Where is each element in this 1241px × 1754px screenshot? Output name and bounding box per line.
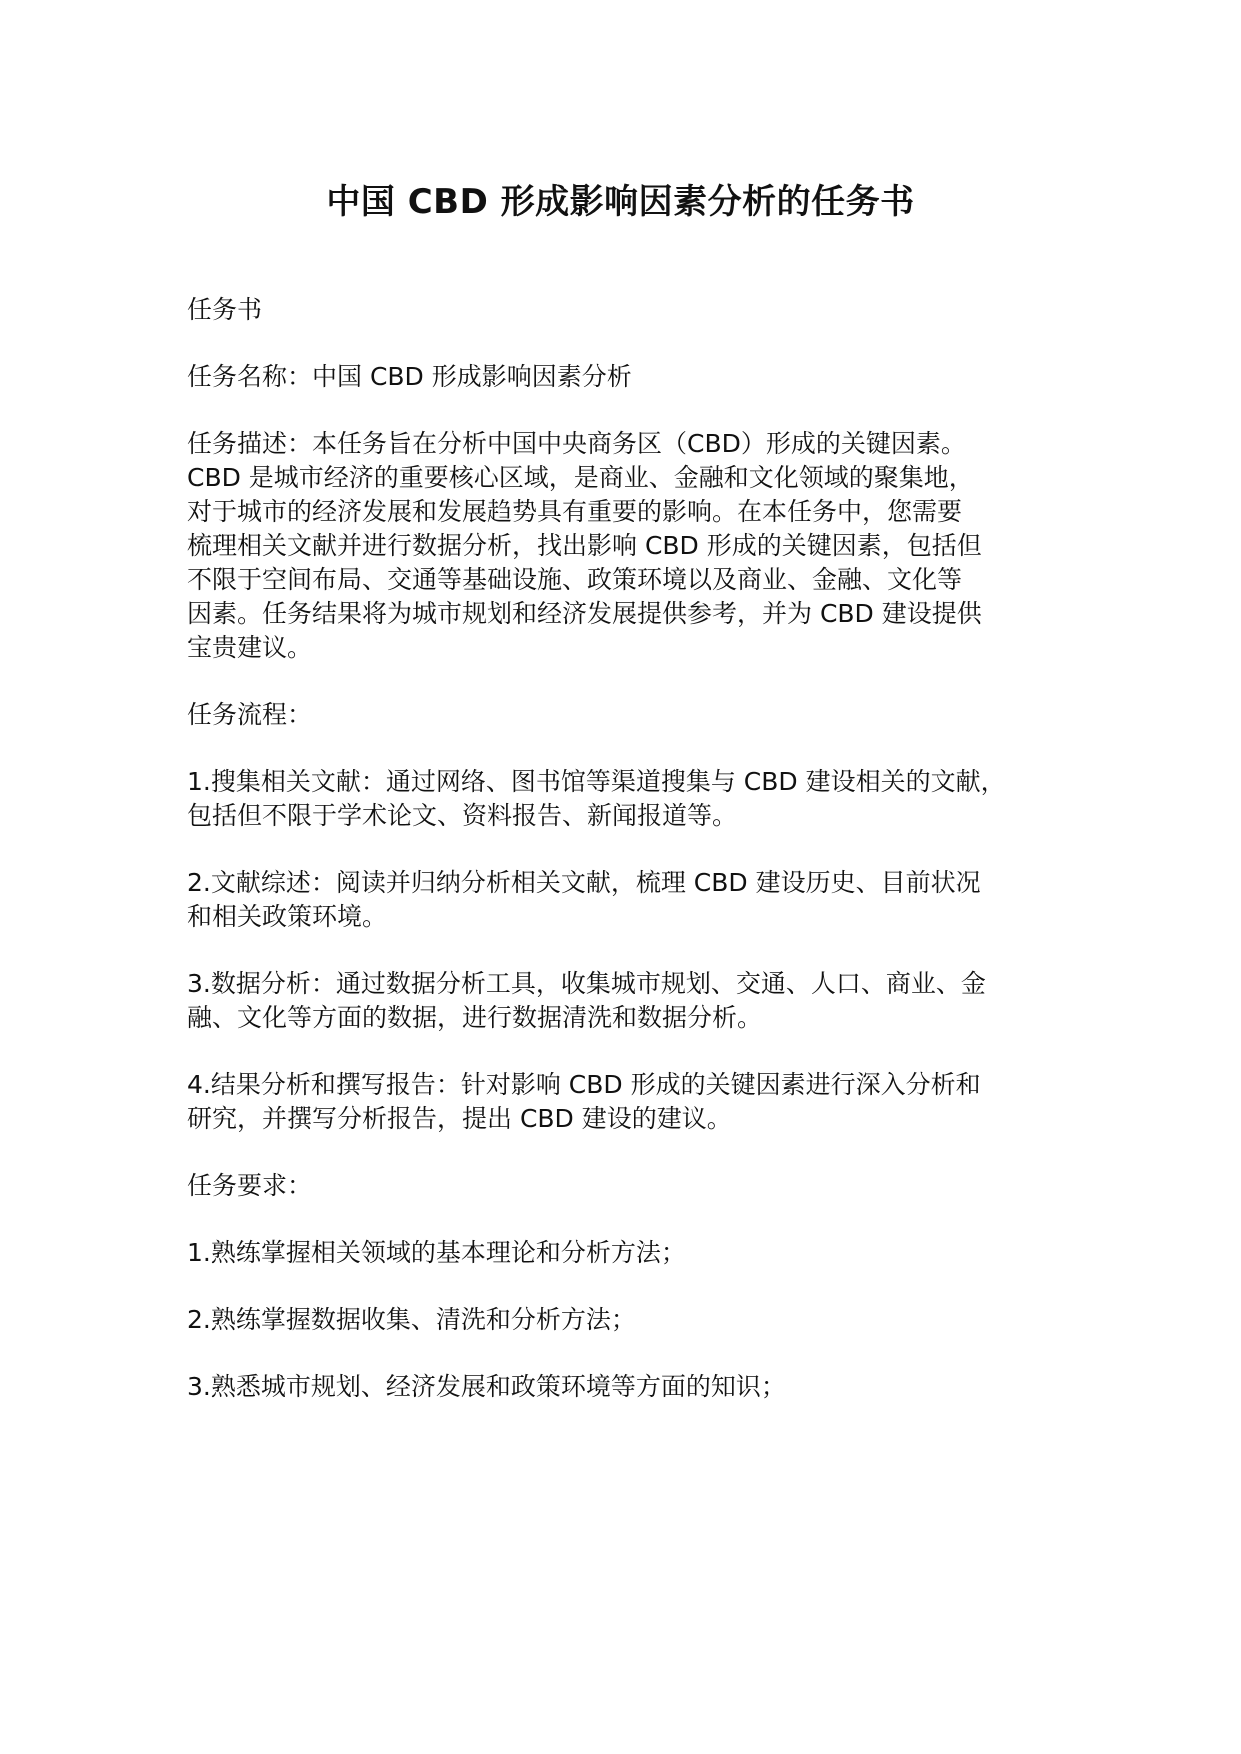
document-body xyxy=(187,293,1087,1437)
paragraph-line: 2.文献综述：阅读并归纳分析相关文献，梳理 CBD 建设历史、目前状况 xyxy=(187,868,981,897)
paragraph-line: 4.结果分析和撰写报告：针对影响 CBD 形成的关键因素进行深入分析和 xyxy=(187,1070,981,1099)
paragraph-line: 1.搜集相关文献：通过网络、图书馆等渠道搜集与 CBD 建设相关的文献， xyxy=(187,767,1006,796)
paragraph-line: 和相关政策环境。 xyxy=(187,902,388,931)
paragraph-line: 任务书 xyxy=(187,295,263,324)
paragraph xyxy=(187,1169,1087,1203)
paragraph xyxy=(187,1303,1087,1337)
paragraph xyxy=(187,967,1087,1035)
paragraph-line: 1.熟练掌握相关领域的基本理论和分析方法； xyxy=(187,1238,686,1267)
paragraph-line: 研究，并撰写分析报告，提出 CBD 建设的建议。 xyxy=(187,1104,732,1133)
paragraph-line: 任务描述：本任务旨在分析中国中央商务区（CBD）形成的关键因素。 xyxy=(187,429,966,458)
paragraph xyxy=(187,866,1087,934)
paragraph xyxy=(187,765,1087,833)
paragraph xyxy=(187,1370,1087,1404)
paragraph xyxy=(187,293,1087,327)
paragraph-line: 3.熟悉城市规划、经济发展和政策环境等方面的知识； xyxy=(187,1372,786,1401)
paragraph xyxy=(187,427,1087,665)
paragraph-line: 2.熟练掌握数据收集、清洗和分析方法； xyxy=(187,1305,636,1334)
paragraph-line: 因素。任务结果将为城市规划和经济发展提供参考，并为 CBD 建设提供 xyxy=(187,599,982,628)
paragraph-line: 对于城市的经济发展和发展趋势具有重要的影响。在本任务中，您需要 xyxy=(187,497,963,526)
paragraph-line: 宝贵建议。 xyxy=(187,633,313,662)
paragraph xyxy=(187,698,1087,732)
document-title: 中国 CBD 形成影响因素分析的任务书 xyxy=(326,182,915,222)
paragraph-line: 任务名称：中国 CBD 形成影响因素分析 xyxy=(187,362,632,391)
paragraph-line: CBD 是城市经济的重要核心区域，是商业、金融和文化领域的聚集地， xyxy=(187,463,974,492)
paragraph-line: 任务流程： xyxy=(187,700,313,729)
paragraph-line: 不限于空间布局、交通等基础设施、政策环境以及商业、金融、文化等 xyxy=(187,565,963,594)
paragraph xyxy=(187,1236,1087,1270)
paragraph xyxy=(187,1068,1087,1136)
paragraph-line: 融、文化等方面的数据，进行数据清洗和数据分析。 xyxy=(187,1003,763,1032)
paragraph-line: 包括但不限于学术论文、资料报告、新闻报道等。 xyxy=(187,801,738,830)
paragraph-line: 3.数据分析：通过数据分析工具，收集城市规划、交通、人口、商业、金 xyxy=(187,969,986,998)
paragraph xyxy=(187,360,1087,394)
paragraph-line: 任务要求： xyxy=(187,1171,313,1200)
paragraph-line: 梳理相关文献并进行数据分析，找出影响 CBD 形成的关键因素，包括但 xyxy=(187,531,982,560)
